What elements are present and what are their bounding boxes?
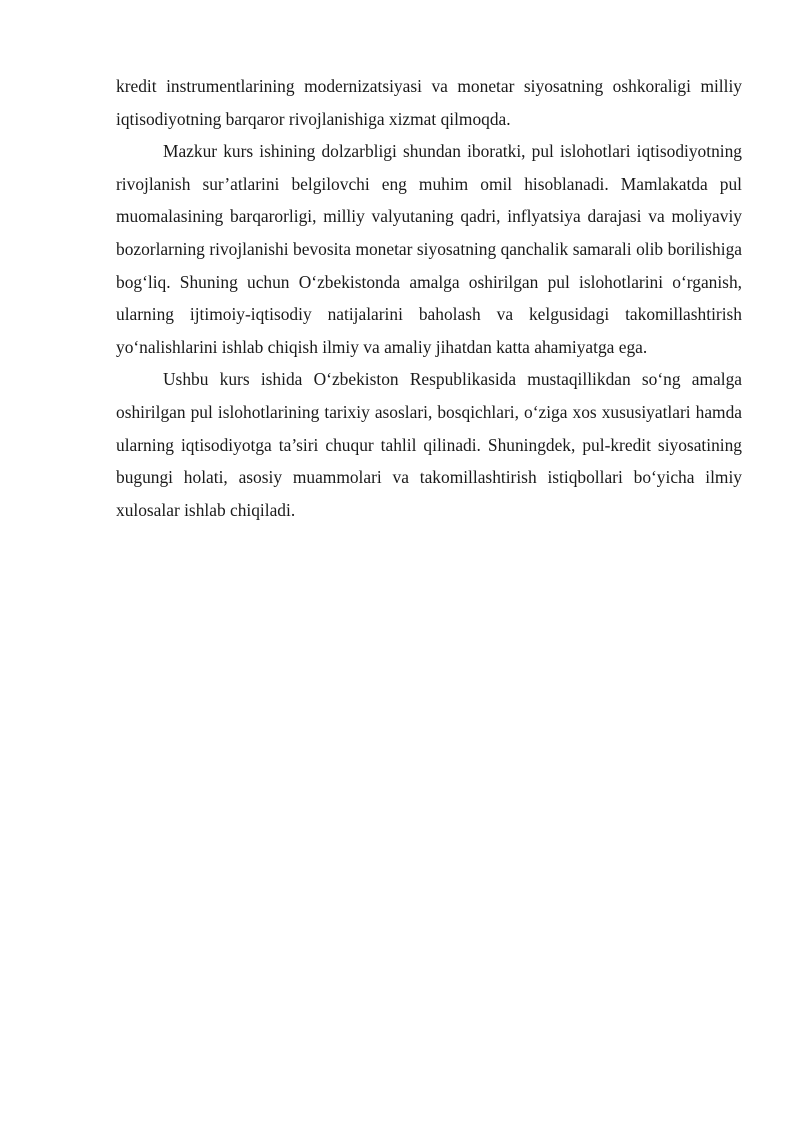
paragraph-relevance: Mazkur kurs ishining dolzarbligi shundan iboratki, pul islohotlari iqtisodiyotning rivojlanish sur’atlarini belgilovchi eng muhim omil hisoblanadi. Mamlakatda pul muomalasining barqarorligi, milliy valyutaning qadri, inflyatsiya darajasi va moliyaviy bozorlarning rivojlanishi bevosita monetar siyosatning qanchalik samarali olib borilishiga bog‘liq. Shuning uchun O‘zbekistonda amalga oshirilgan pul islohotlarini o‘rganish, ularning ijtimoiy-iqtisodiy natijalarini baholash va kelgusidagi takomillashtirish yo‘nalishlarini ishlab chiqish ilmiy va amaliy jihatdan katta ahamiyatga ega.	[116, 141, 742, 357]
paragraph-scope: Ushbu kurs ishida O‘zbekiston Respublikasida mustaqillikdan so‘ng amalga oshirilgan pul islohotlarining tarixiy asoslari, bosqichlari, o‘ziga xos xususiyatlari hamda ularning iqtisodiyotga ta’siri chuqur tahlil qilinadi. Shuningdek, pul-kredit siyosatining bugungi holati, asosiy muammolari va takomillashtirish istiqbollari bo‘yicha ilmiy xulosalar ishlab chiqiladi.	[116, 369, 742, 520]
document-page	[116, 70, 742, 526]
paragraph-continuation: kredit instrumentlarining modernizatsiyasi va monetar siyosatning oshkoraligi milliy iqtisodiyotning barqaror rivojlanishiga xizmat qilmoqda.	[116, 76, 742, 129]
